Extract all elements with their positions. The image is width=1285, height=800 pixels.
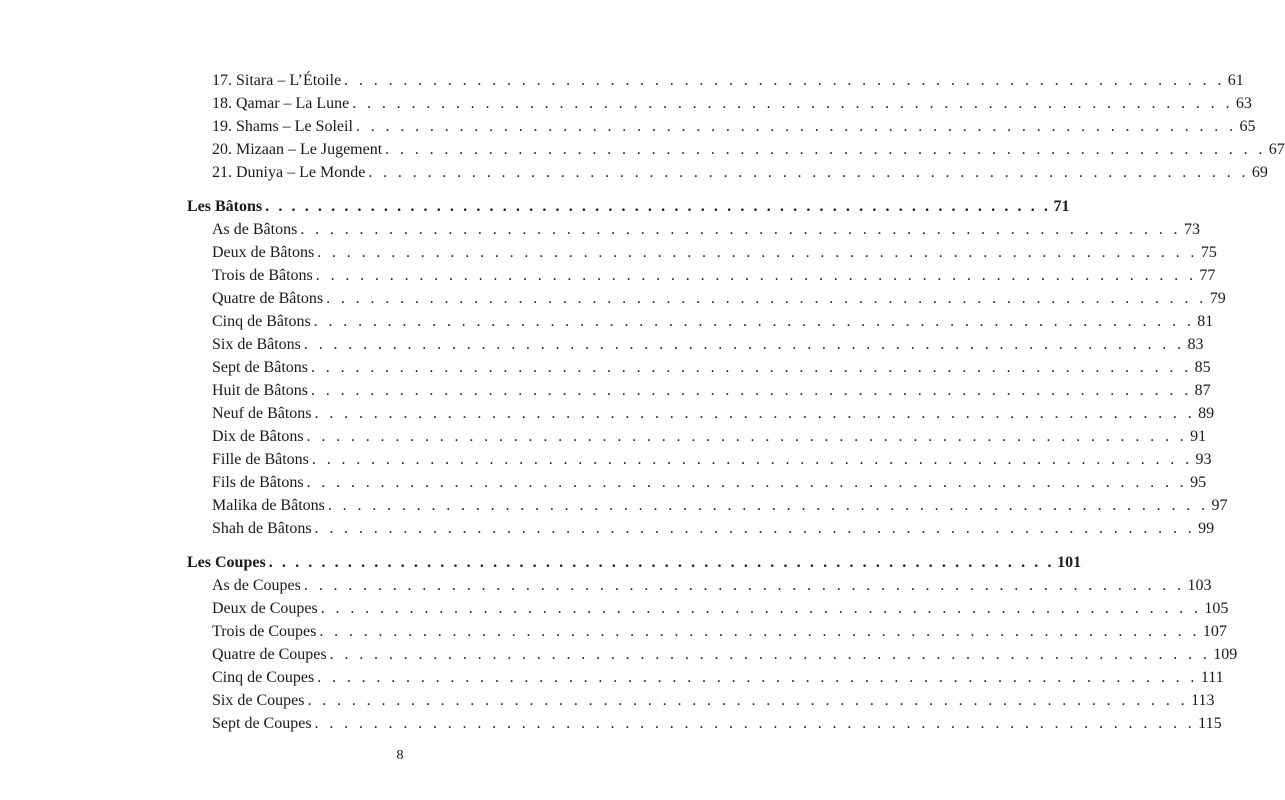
entry-title: Trois de Coupes (212, 623, 317, 640)
entry-page-number: 73 (1183, 221, 1200, 238)
toc-entry (212, 69, 1244, 92)
dot-leader: . . . . . . . . . . . . . . . . . . . . . . . . . . . . . . . . . . . . . . . . . . . . . . . . . . . . . . . . . . . . (306, 428, 1188, 445)
entry-page-number: 87 (1194, 382, 1211, 399)
toc-entry (212, 517, 1215, 540)
dot-leader: . . . . . . . . . . . . . . . . . . . . . . . . . . . . . . . . . . . . . . . . . . . . . . . . . . . . . . . . . . . . (314, 405, 1196, 422)
toc-entry (212, 425, 1207, 448)
toc-section-heading (187, 195, 1070, 218)
dot-leader: . . . . . . . . . . . . . . . . . . . . . . . . . . . . . . . . . . . . . . . . . . . . . . . . . . . . . . . . . . . . (317, 669, 1198, 686)
toc-entry (212, 643, 1238, 666)
toc-entry (212, 138, 1285, 161)
dot-leader: . . . . . . . . . . . . . . . . . . . . . . . . . . . . . . . . . . . . . . . . . . . . . . . . . . . . . . . . . . . . (314, 715, 1196, 732)
entry-page-number: 83 (1187, 336, 1204, 353)
entry-title: Fils de Bâtons (212, 474, 304, 491)
entry-page-number: 91 (1190, 428, 1207, 445)
toc-entry (212, 448, 1212, 471)
entry-title: 18. Qamar – La Lune (212, 95, 350, 112)
dot-leader: . . . . . . . . . . . . . . . . . . . . . . . . . . . . . . . . . . . . . . . . . . . . . . . . . . . . . . . . . . . . (268, 554, 1055, 571)
entry-page-number: 107 (1202, 623, 1227, 640)
dot-leader: . . . . . . . . . . . . . . . . . . . . . . . . . . . . . . . . . . . . . . . . . . . . . . . . . . . . . . . . . . . . (368, 164, 1249, 181)
dot-leader: . . . . . . . . . . . . . . . . . . . . . . . . . . . . . . . . . . . . . . . . . . . . . . . . . . . . . . . . . . . . (311, 382, 1192, 399)
entry-page-number: 65 (1239, 118, 1256, 135)
toc-section-heading (187, 551, 1082, 574)
entry-title: Sept de Coupes (212, 715, 312, 732)
entry-title: Dix de Bâtons (212, 428, 304, 445)
dot-leader: . . . . . . . . . . . . . . . . . . . . . . . . . . . . . . . . . . . . . . . . . . . . . . . . . . . . . . . . . . . . (311, 359, 1192, 376)
entry-page-number: 69 (1251, 164, 1268, 181)
entry-page-number: 93 (1195, 451, 1212, 468)
dot-leader: . . . . . . . . . . . . . . . . . . . . . . . . . . . . . . . . . . . . . . . . . . . . . . . . . . . . . . . . . . . . (344, 72, 1225, 89)
entry-title: Cinq de Coupes (212, 669, 315, 686)
toc-entry (212, 241, 1217, 264)
section-title: Les Bâtons (187, 198, 263, 215)
dot-leader: . . . . . . . . . . . . . . . . . . . . . . . . . . . . . . . . . . . . . . . . . . . . . . . . . . . . . . . . . . . . (303, 336, 1185, 353)
entry-title: Trois de Bâtons (212, 267, 313, 284)
entry-title: Cinq de Bâtons (212, 313, 311, 330)
entry-page-number: 77 (1199, 267, 1216, 284)
toc-entry (212, 574, 1212, 597)
entry-title: 21. Duniya – Le Monde (212, 164, 366, 181)
toc-entry (212, 115, 1256, 138)
dot-leader: . . . . . . . . . . . . . . . . . . . . . . . . . . . . . . . . . . . . . . . . . . . . . . . . . . . . . . . . . . . . (315, 267, 1197, 284)
entry-title: Shah de Bâtons (212, 520, 312, 537)
entry-title: Huit de Bâtons (212, 382, 308, 399)
entry-page-number: 103 (1187, 577, 1212, 594)
dot-leader: . . . . . . . . . . . . . . . . . . . . . . . . . . . . . . . . . . . . . . . . . . . . . . . . . . . . . . . . . . . . (355, 118, 1237, 135)
toc-entry (212, 379, 1211, 402)
entry-title: Quatre de Bâtons (212, 290, 324, 307)
entry-page-number: 85 (1194, 359, 1211, 376)
dot-leader: . . . . . . . . . . . . . . . . . . . . . . . . . . . . . . . . . . . . . . . . . . . . . . . . . . . . . . . . . . . . (307, 692, 1189, 709)
entry-title: Six de Coupes (212, 692, 305, 709)
page-number: 8 (396, 748, 404, 763)
dot-leader: . . . . . . . . . . . . . . . . . . . . . . . . . . . . . . . . . . . . . . . . . . . . . . . . . . . . . . . . . . . . (300, 221, 1181, 238)
entry-page-number: 75 (1200, 244, 1217, 261)
toc-entry (212, 666, 1224, 689)
entry-page-number: 109 (1213, 646, 1238, 663)
entry-title: Six de Bâtons (212, 336, 301, 353)
entry-title: Neuf de Bâtons (212, 405, 312, 422)
toc-entry (212, 494, 1228, 517)
dot-leader: . . . . . . . . . . . . . . . . . . . . . . . . . . . . . . . . . . . . . . . . . . . . . . . . . . . . . . . . . . . . (319, 623, 1200, 640)
dot-leader: . . . . . . . . . . . . . . . . . . . . . . . . . . . . . . . . . . . . . . . . . . . . . . . . . . . . . . . . . . . . (317, 244, 1198, 261)
toc-entry (212, 92, 1252, 115)
dot-leader: . . . . . . . . . . . . . . . . . . . . . . . . . . . . . . . . . . . . . . . . . . . . . . . . . . . . . . . . . . . . (329, 646, 1211, 663)
entry-page-number: 63 (1235, 95, 1252, 112)
entry-title: Deux de Coupes (212, 600, 318, 617)
dot-leader: . . . . . . . . . . . . . . . . . . . . . . . . . . . . . . . . . . . . . . . . . . . . . . . . . . . . . . . . . . . . (313, 313, 1195, 330)
entry-page-number: 97 (1211, 497, 1228, 514)
dot-leader: . . . . . . . . . . . . . . . . . . . . . . . . . . . . . . . . . . . . . . . . . . . . . . . . . . . . . . . . . . . . (265, 198, 1051, 215)
dot-leader: . . . . . . . . . . . . . . . . . . . . . . . . . . . . . . . . . . . . . . . . . . . . . . . . . . . . . . . . . . . . (314, 520, 1196, 537)
entry-page-number: 79 (1209, 290, 1226, 307)
toc-entry (212, 597, 1229, 620)
entry-title: 17. Sitara – L’Étoile (212, 72, 342, 89)
toc-entry (212, 712, 1222, 735)
toc-entry (212, 471, 1207, 494)
entry-title: As de Bâtons (212, 221, 298, 238)
toc-section (0, 69, 1285, 184)
entry-page-number: 61 (1227, 72, 1244, 89)
entry-page-number: 111 (1200, 669, 1224, 686)
toc-entry (212, 620, 1227, 643)
toc-entry (212, 218, 1200, 241)
table-of-contents (0, 69, 1285, 735)
entry-page-number: 95 (1190, 474, 1207, 491)
toc-section (0, 551, 1238, 735)
entry-title: As de Coupes (212, 577, 301, 594)
dot-leader: . . . . . . . . . . . . . . . . . . . . . . . . . . . . . . . . . . . . . . . . . . . . . . . . . . . . . . . . . . . . (385, 141, 1266, 158)
toc-entry (212, 310, 1214, 333)
section-title: Les Coupes (187, 554, 266, 571)
toc-entry (212, 333, 1204, 356)
entry-page-number: 71 (1053, 198, 1070, 215)
toc-entry (212, 264, 1216, 287)
entry-title: Fille de Bâtons (212, 451, 309, 468)
dot-leader: . . . . . . . . . . . . . . . . . . . . . . . . . . . . . . . . . . . . . . . . . . . . . . . . . . . . . . . . . . . . (303, 577, 1185, 594)
dot-leader: . . . . . . . . . . . . . . . . . . . . . . . . . . . . . . . . . . . . . . . . . . . . . . . . . . . . . . . . . . . . (320, 600, 1202, 617)
entry-page-number: 89 (1198, 405, 1215, 422)
entry-title: Malika de Bâtons (212, 497, 325, 514)
entry-title: Deux de Bâtons (212, 244, 315, 261)
toc-entry (212, 287, 1226, 310)
entry-page-number: 115 (1198, 715, 1222, 732)
entry-title: Sept de Bâtons (212, 359, 308, 376)
dot-leader: . . . . . . . . . . . . . . . . . . . . . . . . . . . . . . . . . . . . . . . . . . . . . . . . . . . . . . . . . . . . (311, 451, 1193, 468)
toc-entry (212, 689, 1215, 712)
toc-section (0, 195, 1228, 540)
dot-leader: . . . . . . . . . . . . . . . . . . . . . . . . . . . . . . . . . . . . . . . . . . . . . . . . . . . . . . . . . . . . (326, 290, 1207, 307)
entry-page-number: 113 (1191, 692, 1215, 709)
toc-entry (212, 161, 1268, 184)
dot-leader: . . . . . . . . . . . . . . . . . . . . . . . . . . . . . . . . . . . . . . . . . . . . . . . . . . . . . . . . . . . . (352, 95, 1233, 112)
dot-leader: . . . . . . . . . . . . . . . . . . . . . . . . . . . . . . . . . . . . . . . . . . . . . . . . . . . . . . . . . . . . (327, 497, 1209, 514)
entry-page-number: 67 (1268, 141, 1285, 158)
entry-page-number: 101 (1057, 554, 1082, 571)
entry-page-number: 99 (1198, 520, 1215, 537)
entry-page-number: 81 (1197, 313, 1214, 330)
toc-entry (212, 356, 1211, 379)
entry-title: Quatre de Coupes (212, 646, 327, 663)
entry-title: 20. Mizaan – Le Jugement (212, 141, 383, 158)
entry-title: 19. Shams – Le Soleil (212, 118, 353, 135)
entry-page-number: 105 (1204, 600, 1229, 617)
toc-entry (212, 402, 1215, 425)
dot-leader: . . . . . . . . . . . . . . . . . . . . . . . . . . . . . . . . . . . . . . . . . . . . . . . . . . . . . . . . . . . . (306, 474, 1188, 491)
